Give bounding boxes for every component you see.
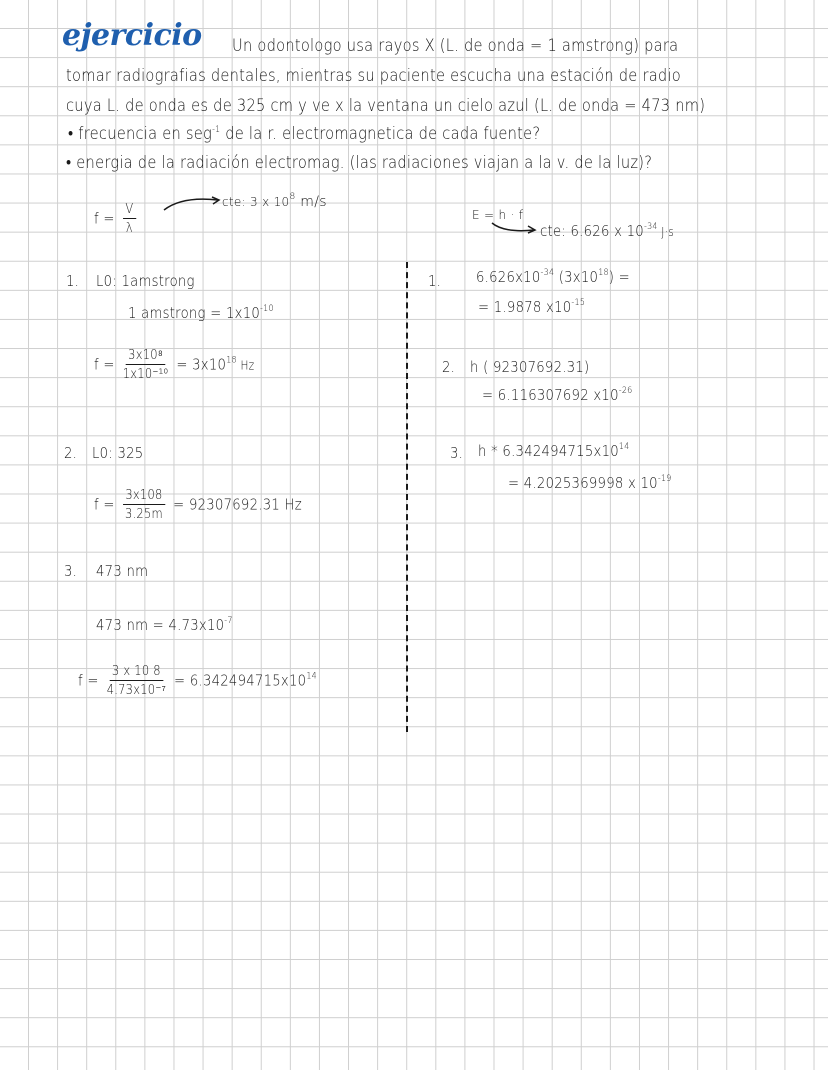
e1-line-2: = 1.9878 $x10^{-15}$ — [478, 298, 586, 316]
p1-given: L0: 1amstrong — [96, 272, 195, 290]
e3-line-1: h * $6.342494715x10^{14}$ — [478, 442, 630, 460]
question-bullet-frequency: • frecuencia en seg$^{-1}$ de la r. electromagnetica de cada fuente? — [68, 124, 541, 144]
p1-conversion: 1 amstrong = $1x10^{-10}$ — [128, 304, 274, 322]
e2-label: 2. — [442, 358, 456, 376]
intro-line-3: cuya L. de onda es de 325 cm y ve x la ventana un cielo azul (L. de onda = 473 nm) — [66, 96, 706, 116]
fraction: $\frac{3 x 10 8}{\text{4.73x10⁻⁷}}$ — [106, 664, 167, 698]
question-bullet-energy: • energia de la radiación electromag. (las radiaciones viajan a la v. de la luz)? — [66, 153, 653, 173]
frequency-formula: f = $\frac{V}{\lambda}$ — [94, 202, 140, 236]
fraction: $\frac{V}{\lambda}$ — [123, 202, 136, 236]
energy-formula: E = h · f — [472, 208, 524, 222]
p1-frequency-calc: f = $\frac{\text{3x10⁸}}{\text{1x10⁻¹⁰}}$ = $3x10^{18}$ Hz — [94, 348, 255, 382]
e3-label: 3. — [450, 444, 464, 462]
planck-constant: cte: 6.626 x $10^{-34}$ J·s — [540, 222, 675, 240]
speed-of-light-constant: cte: 3 x $10^8$ m/s — [222, 192, 327, 210]
bullet-dot: • — [66, 153, 77, 173]
p3-label: 3. — [64, 562, 78, 580]
p2-label: 2. — [64, 444, 78, 462]
intro-line-1: Un odontologo usa rayos X (L. de onda = 1 amstrong) para — [232, 36, 679, 56]
bullet-dot: • — [68, 124, 79, 144]
intro-line-2: tomar radiografias dentales, mientras su paciente escucha una estación de radio — [66, 66, 681, 86]
p3-conversion: 473 nm = $4.73x10^{-7}$ — [96, 616, 233, 634]
column-divider — [406, 262, 408, 732]
exercise-title: ejercicio — [62, 18, 202, 53]
e2-line-1: h ( 92307692.31) — [470, 358, 590, 376]
p2-given: L0: 325 — [92, 444, 144, 462]
e2-line-2: = 6.116307692 $x10^{-26}$ — [482, 386, 633, 404]
arrow-icon — [162, 196, 222, 216]
arrow-icon — [490, 220, 540, 239]
fraction: $\frac{\text{3x10⁸}}{\text{1x10⁻¹⁰}}$ — [122, 348, 169, 382]
p1-label: 1. — [66, 272, 80, 290]
e1-line-1: $6.626x10^{-34}$ $(3x10^{18})$ = — [476, 268, 631, 286]
e1-label: 1. — [428, 272, 442, 290]
e3-line-2: = 4.2025369998 x $10^{-19}$ — [508, 474, 672, 492]
fraction: $\frac{3x108}{3.25m}$ — [123, 488, 165, 522]
p2-frequency-calc: f = $\frac{3x108}{3.25m}$ = 92307692.31 Hz — [94, 488, 302, 522]
p3-frequency-calc: f = $\frac{3 x 10 8}{\text{4.73x10⁻⁷}}$ = $6.342494715x10^{14}$ — [78, 664, 317, 698]
p3-given: 473 nm — [96, 562, 149, 580]
